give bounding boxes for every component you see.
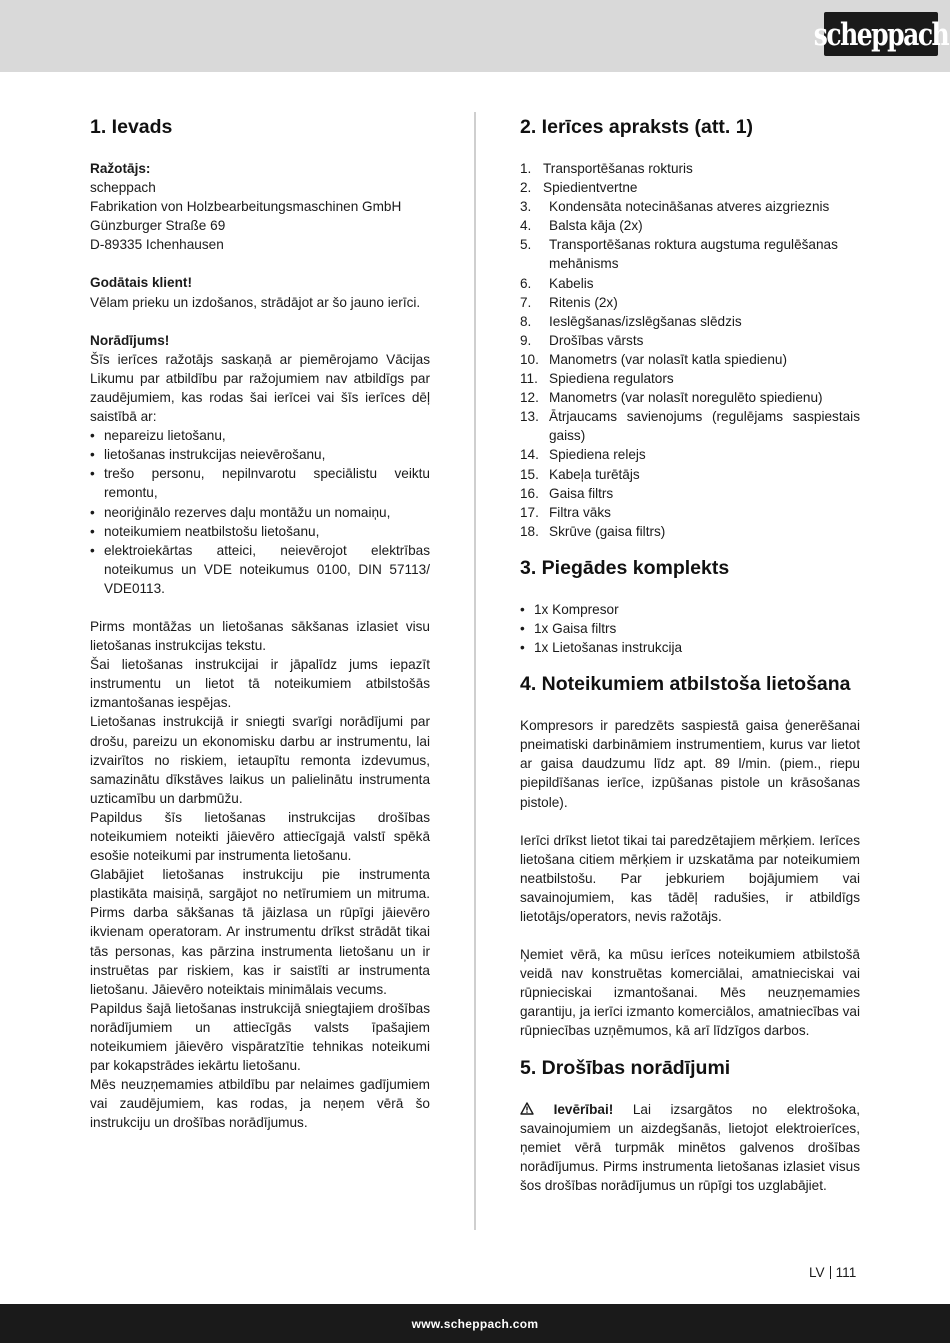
note-label: Norādījums! [90,332,170,348]
brand-logo-text: scheppach [813,15,949,53]
client-text: Vēlam prieku un izdošanos, strādājot ar šo jauno ierīci. [90,294,421,310]
header-band [0,0,950,72]
list-item: 1. Transportēšanas rokturis [520,161,693,176]
list-item: 2. Spiedientvertne [520,180,638,196]
note-text: Šīs ierīces ražotājs saskaņā ar piemērojamo Vācijas Likumu par atbildību par ražojumiem nav atbildīgs par zaudējumiem, kas rodas šai ierīcei vai šīs ierīces dēļ saistībā ar: [90,351,430,425]
manufacturer-line: Günzburger Straße 69 [90,218,226,234]
list-item: 10. Manometrs (var nolasīt katla spiedienu) [520,351,787,367]
safety-warning [520,1100,860,1195]
column-divider [474,112,476,1230]
brand-logo [813,12,949,56]
list-item: • neoriģinālo rezerves daļu montāžu un nomaiņu, [90,503,430,522]
list-item: 14. Spiediena relejs [520,447,646,463]
list-item: 7. Ritenis (2x) [520,294,618,310]
paragraph: Pirms montāžas un lietošanas sākšanas izlasiet visu lietošanas instrukcijas tekstu. [90,618,430,654]
list-item: • noteikumiem neatbilstošu lietošanu, [90,522,430,541]
delivery-list [520,600,860,657]
list-item: • 1x Gaisa filtrs [520,619,860,638]
warning-label: Ievērībai! [553,1101,614,1117]
list-item: • 1x Lietošanas instrukcija [520,638,860,657]
list-item: 6. Kabelis [520,275,594,291]
list-item: 11. Spiediena regulators [520,371,674,387]
paragraph: Papildus šajā lietošanas instrukcijā sniegtajiem drošības norādījumiem un attiecīgās valsts īpašajiem noteikumiem jāievēro vispāratzītie tehnikas noteikumi par kokapstrādes iekārtu lietošanu. [90,1000,430,1074]
section-1-title: 1. Ievads [90,116,173,138]
section-2-title: 2. Ierīces apraksts (att. 1) [520,116,754,138]
list-item: 4. Balsta kāja (2x) [520,218,643,234]
paragraph: Mēs neuzņemamies atbildību par nelaimes gadījumiem vai zaudējumiem, kas rodas, ja neņem vērā šo instrukciju un drošības norādījumus. [90,1077,430,1131]
list-item: 18. Skrūve (gaisa filtrs) [520,523,666,539]
page-lang: LV [809,1265,825,1280]
page-number-value: 111 [835,1265,857,1280]
paragraph: Ierīci drīkst lietot tikai tai paredzētajiem mērķiem. Ierīces lietošana citiem mērķiem ir uzskatāma par noteikumiem neatbilstošu. Par jebkuriem bojājumiem vai savainojumiem, kas tādēļ radušies, ir atbildīgs lietotājs/operators, nevis ražotājs. [520,832,860,924]
list-item: 3. Kondensāta notecināšanas atveres aizgrieznis [520,199,830,215]
list-item: 12. Manometrs (var nolasīt noregulēto spiedienu) [520,390,823,406]
warning-text: Lai izsargātos no elektrošoka, savainojumiem un aizdegšanās, lietojot elektroierīces, ņemiet vērā turpmāk minētos galvenos drošības norādījumus. Pirms instrumenta lietošanas izlasiet visus šos drošības norādījumus un rūpīgi tos uzglabājiet. [520,1101,860,1193]
paragraph: Glabājiet lietošanas instrukciju pie instrumenta plastikāta maisiņā, sargājot no netīrumiem un mitruma. Pirms darba sākšanas tā jāizlasa un rūpīgi jāievēro ikvienam operatoram. Ar instrumentu drīkst strādāt tikai tās personas, kas pārzina instrumenta lietošanu un ir instruētas par riskiem, kas ir saistīti ar instrumenta lietošanu. Jāievēro noteiktais minimālais vecums. [90,867,430,997]
manufacturer-line: scheppach [90,180,156,196]
note-bullets [90,426,430,598]
paragraph: Šai lietošanas instrukcijai ir jāpalīdz jums iepazīt instrumentu un lietot tā noteikumiem atbilstošās izmantošanas iespējas. [90,657,430,711]
client-label: Godātais klient! [90,275,192,291]
paragraph: Ņemiet vērā, ka mūsu ierīces noteikumiem atbilstošā veidā nav konstruētas komerciālai, amatnieciskai vai rūpnieciskai izmantošanai. Mēs neuzņemamies garantiju, ja ierīci izmanto komerciālos, amatniecības vai rūpniecības uzņēmumos, kā arī līdzīgos darbos. [520,947,860,1039]
list-item: 9. Drošības vārsts [520,332,644,348]
footer-url[interactable]: www.scheppach.com [411,1316,539,1331]
warning-triangle-icon [520,1102,534,1115]
footer-band [0,1304,950,1343]
list-item: 16. Gaisa filtrs [520,485,614,501]
paragraph: Kompresors ir paredzēts saspiestā gaisa ģenerēšanai pneimatiski darbināmiem instrumentiem, kurus var lietot ar gaisa daudzumu līdz apt. 89 l/min. (piem., riepu piepildīšanas ierīce, izpūšanas pistole un krāsošanas pistole). [520,718,860,810]
list-item: 5. Transportēšanas roktura augstuma regulēšanas mehānisms [520,237,838,272]
list-item: • trešo personu, nepilnvarotu speciālistu veiktu remontu, [90,464,430,502]
list-item: • elektroiekārtas atteici, neievērojot elektrības noteikumus un VDE noteikumus 0100, DIN 57113/ VDE0113. [90,541,430,598]
manufacturer-line: D-89335 Ichenhausen [90,237,224,253]
page-number-divider [830,1266,831,1279]
section-4-title: 4. Noteikumiem atbilstoša lietošana [520,673,851,696]
list-item: • lietošanas instrukcijas neievērošanu, [90,445,430,464]
paragraph: Lietošanas instrukcijā ir sniegti svarīgi norādījumi par drošu, pareizu un ekonomisku darbu ar instrumentu, lai izvairītos no riskiem, ietaupītu remonta izdevumus, samazinātu dīkstāves laikus un palielinātu instrumenta uzticamību un darbmūžu. [90,714,430,806]
list-item: 8. Ieslēgšanas/izslēgšanas slēdzis [520,313,742,329]
left-column [90,114,430,1133]
list-item: 17. Filtra vāks [520,504,611,520]
page-number [809,1265,856,1280]
list-item: • nepareizu lietošanu, [90,426,430,445]
parts-list [520,159,860,541]
manufacturer-line: Fabrikation von Holzbearbeitungsmaschinen GmbH [90,199,402,215]
list-item: • 1x Kompresor [520,600,860,619]
right-column [520,114,860,1195]
list-item: 13. Ātrjaucams savienojums (regulējams saspiestais gaiss) [520,409,860,444]
paragraph: Papildus šīs lietošanas instrukcijas drošības noteikumiem noteikti jāievēro attiecīgajā valstī spēkā esošie noteikumi par instrumenta lietošanu. [90,809,430,864]
section-3-title: 3. Piegādes komplekts [520,556,730,579]
section-5-title: 5. Drošības norādījumi [520,1056,731,1079]
manufacturer-label: Ražotājs: [90,161,151,176]
list-item: 15. Kabeļa turētājs [520,466,640,482]
